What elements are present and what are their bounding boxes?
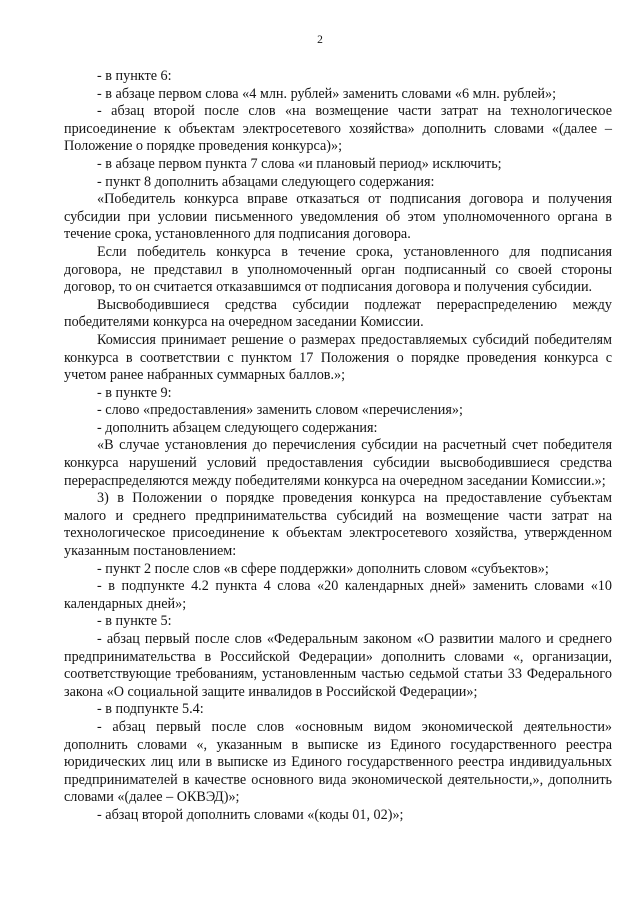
paragraph: «Победитель конкурса вправе отказаться от подписания договора и получения субсидии при условии письменного уведомления об этом уполномоченного органа в течение срока, установленного для подписания договора. xyxy=(64,191,612,243)
paragraph: - абзац второй после слов «на возмещение части затрат на технологическое присоединение к объектам электросетевого хозяйства» дополнить словами «(далее – Положение о порядке проведения конкурса)»; xyxy=(64,103,612,155)
paragraph: - пункт 8 дополнить абзацами следующего содержания: xyxy=(97,173,435,190)
document-body xyxy=(64,68,612,825)
paragraph: - пункт 2 после слов «в сфере поддержки» дополнить словом «субъектов»; xyxy=(97,560,549,577)
paragraph: - абзац первый после слов «Федеральным законом «О развитии малого и среднего предпринимательства в Российской Федерации» дополнить словами «, организации, соответствующие требованиям, установленным частью седьмой статьи 33 Федерального закона «О социальной защите инвалидов в Российской Федерации»; xyxy=(64,631,612,700)
paragraph: - в пункте 9: xyxy=(97,384,172,401)
paragraph: - абзац первый после слов «основным видом экономической деятельности» дополнить словами «, указанным в выписке из Единого государственного реестра юридических лиц или в выписке из Единого государственного реестра индивидуальных предпринимателей в качестве основного вида экономической деятельности,», дополнить словами «(далее – ОКВЭД)»; xyxy=(64,718,612,806)
paragraph: - в подпункте 5.4: xyxy=(97,701,204,718)
paragraph: Комиссия принимает решение о размерах предоставляемых субсидий победителям конкурса в соответствии с пунктом 17 Положения о порядке проведения конкурса с учетом ранее набранных суммарных баллов.»; xyxy=(64,331,612,384)
paragraph: «В случае установления до перечисления субсидии на расчетный счет победителя конкурса нарушений условий предоставления субсидии высвободившиеся средства перераспределяются между победителями конкурса на очередном заседании Комиссии.»; xyxy=(64,437,612,489)
paragraph: 3) в Положении о порядке проведения конкурса на предоставление субъектам малого и среднего предпринимательства субсидий на возмещение части затрат на технологическое присоединение к объектам электросетевого хозяйства, утвержденном указанным постановлением: xyxy=(64,490,612,560)
paragraph: - абзац второй дополнить словами «(коды 01, 02)»; xyxy=(97,806,404,823)
paragraph: - в пункте 5: xyxy=(97,613,172,630)
paragraph: - слово «предоставления» заменить словом «перечисления»; xyxy=(97,402,463,419)
paragraph: - в абзаце первом пункта 7 слова «и плановый период» исключить; xyxy=(97,155,502,172)
paragraph: - в пункте 6: xyxy=(97,68,172,84)
paragraph: - в абзаце первом слова «4 млн. рублей» заменить словами «6 млн. рублей»; xyxy=(97,85,557,102)
paragraph: - в подпункте 4.2 пункта 4 слова «20 календарных дней» заменить словами «10 календарных дней»; xyxy=(64,578,612,612)
paragraph: Если победитель конкурса в течение срока, установленного для подписания договора, не представил в уполномоченный орган подписанный со своей стороны договор, то он считается отказавшимся от подписания договора и получения субсидии. xyxy=(64,243,612,296)
paragraph: - дополнить абзацем следующего содержания: xyxy=(97,419,378,436)
page-number: 2 xyxy=(317,34,323,46)
paragraph: Высвободившиеся средства субсидии подлежат перераспределению между победителями конкурса на очередном заседании Комиссии. xyxy=(64,296,612,331)
